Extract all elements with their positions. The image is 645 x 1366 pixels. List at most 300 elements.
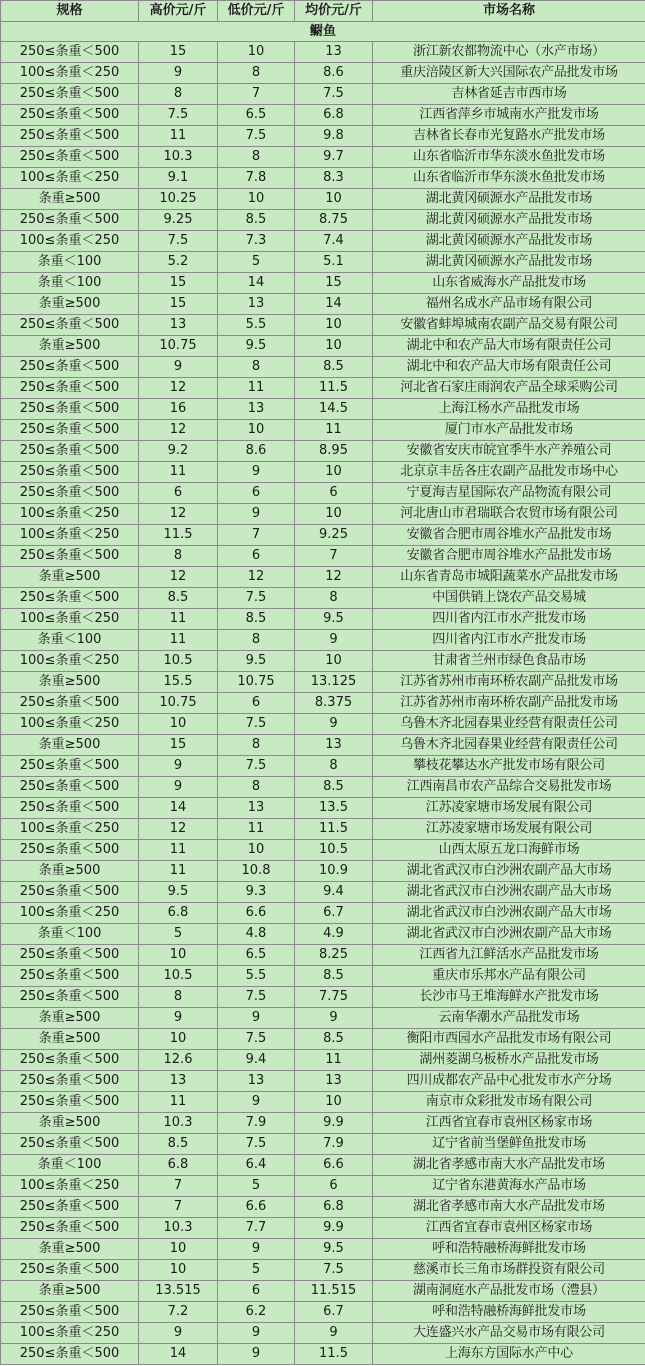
cell-high-price: 7 — [139, 1197, 218, 1218]
table-row — [1, 756, 645, 777]
cell-market: 江苏凌家塘市场发展有限公司 — [373, 819, 645, 840]
table-row — [1, 1113, 645, 1134]
cell-spec: 250≤条重＜500 — [1, 693, 139, 714]
cell-low-price: 7.5 — [218, 588, 295, 609]
cell-high-price: 10.5 — [139, 651, 218, 672]
cell-spec: 条重≥500 — [1, 336, 139, 357]
table-row — [1, 735, 645, 756]
table-row — [1, 1302, 645, 1323]
header-low-price: 低价元/斤 — [218, 1, 295, 22]
cell-market: 辽宁省前当堡鲜鱼批发市场 — [373, 1134, 645, 1155]
cell-low-price: 10 — [218, 840, 295, 861]
cell-market: 湖北中和农产品大市场有限责任公司 — [373, 336, 645, 357]
cell-low-price: 9.5 — [218, 651, 295, 672]
cell-low-price: 9 — [218, 1239, 295, 1260]
cell-market: 湖州菱湖乌板桥水产品批发市场 — [373, 1050, 645, 1071]
cell-avg-price: 12 — [295, 567, 373, 588]
cell-market: 湖北省武汉市白沙洲农副产品大市场 — [373, 924, 645, 945]
cell-avg-price: 6.6 — [295, 1155, 373, 1176]
cell-spec: 条重≥500 — [1, 1281, 139, 1302]
cell-avg-price: 13.125 — [295, 672, 373, 693]
cell-spec: 250≤条重＜500 — [1, 462, 139, 483]
cell-low-price: 5 — [218, 1176, 295, 1197]
cell-market: 乌鲁木齐北园春果业经营有限责任公司 — [373, 735, 645, 756]
cell-low-price: 10 — [218, 420, 295, 441]
cell-high-price: 12 — [139, 504, 218, 525]
cell-avg-price: 9.8 — [295, 126, 373, 147]
cell-low-price: 5 — [218, 1260, 295, 1281]
table-row — [1, 294, 645, 315]
header-market: 市场名称 — [373, 1, 645, 22]
table-row — [1, 189, 645, 210]
cell-avg-price: 5.1 — [295, 252, 373, 273]
table-row — [1, 168, 645, 189]
cell-market: 湖南洞庭水产品批发市场（澧县） — [373, 1281, 645, 1302]
cell-low-price: 11 — [218, 378, 295, 399]
cell-spec: 250≤条重＜500 — [1, 1302, 139, 1323]
cell-spec: 250≤条重＜500 — [1, 105, 139, 126]
cell-high-price: 11 — [139, 630, 218, 651]
cell-high-price: 15 — [139, 294, 218, 315]
table-row — [1, 861, 645, 882]
table-row — [1, 1218, 645, 1239]
cell-spec: 250≤条重＜500 — [1, 588, 139, 609]
cell-high-price: 9 — [139, 1323, 218, 1344]
cell-avg-price: 8.375 — [295, 693, 373, 714]
table-row — [1, 126, 645, 147]
cell-high-price: 14 — [139, 1344, 218, 1365]
table-row — [1, 987, 645, 1008]
cell-avg-price: 8 — [295, 588, 373, 609]
cell-high-price: 16 — [139, 399, 218, 420]
cell-low-price: 6.2 — [218, 1302, 295, 1323]
cell-high-price: 10.3 — [139, 1218, 218, 1239]
cell-low-price: 6 — [218, 546, 295, 567]
cell-market: 辽宁省东港黄海水产品市场 — [373, 1176, 645, 1197]
cell-avg-price: 8.5 — [295, 357, 373, 378]
cell-spec: 250≤条重＜500 — [1, 987, 139, 1008]
cell-avg-price: 11 — [295, 1050, 373, 1071]
table-row — [1, 357, 645, 378]
cell-high-price: 9.1 — [139, 168, 218, 189]
cell-avg-price: 6.8 — [295, 105, 373, 126]
cell-low-price: 10.8 — [218, 861, 295, 882]
cell-market: 河北唐山市君瑞联合农贸市场有限公司 — [373, 504, 645, 525]
cell-market: 福州名成水产品市场有限公司 — [373, 294, 645, 315]
cell-spec: 250≤条重＜500 — [1, 1344, 139, 1365]
cell-high-price: 11.5 — [139, 525, 218, 546]
cell-low-price: 7.7 — [218, 1218, 295, 1239]
cell-spec: 条重≥500 — [1, 1113, 139, 1134]
cell-spec: 250≤条重＜500 — [1, 378, 139, 399]
table-row — [1, 252, 645, 273]
cell-high-price: 13.515 — [139, 1281, 218, 1302]
cell-low-price: 8 — [218, 63, 295, 84]
cell-spec: 250≤条重＜500 — [1, 1197, 139, 1218]
cell-high-price: 8.5 — [139, 1134, 218, 1155]
cell-spec: 100≤条重＜250 — [1, 231, 139, 252]
cell-low-price: 9 — [218, 1323, 295, 1344]
cell-low-price: 8 — [218, 147, 295, 168]
cell-high-price: 13 — [139, 315, 218, 336]
table-row — [1, 1323, 645, 1344]
cell-market: 四川成都农产品中心批发市水产分场 — [373, 1071, 645, 1092]
cell-spec: 250≤条重＜500 — [1, 1218, 139, 1239]
cell-market: 宁夏海吉星国际农产品物流有限公司 — [373, 483, 645, 504]
cell-spec: 250≤条重＜500 — [1, 315, 139, 336]
cell-high-price: 10.3 — [139, 147, 218, 168]
cell-low-price: 7.5 — [218, 126, 295, 147]
cell-spec: 250≤条重＜500 — [1, 966, 139, 987]
cell-avg-price: 6.8 — [295, 1197, 373, 1218]
table-row — [1, 1092, 645, 1113]
cell-avg-price: 7.5 — [295, 1260, 373, 1281]
cell-market: 江苏凌家塘市场发展有限公司 — [373, 798, 645, 819]
cell-low-price: 9 — [218, 1344, 295, 1365]
table-row — [1, 777, 645, 798]
cell-avg-price: 8.5 — [295, 966, 373, 987]
table-row — [1, 714, 645, 735]
cell-avg-price: 8.5 — [295, 1029, 373, 1050]
cell-low-price: 9 — [218, 462, 295, 483]
cell-spec: 100≤条重＜250 — [1, 1176, 139, 1197]
cell-market: 大连盛兴水产品交易市场有限公司 — [373, 1323, 645, 1344]
cell-spec: 条重≥500 — [1, 567, 139, 588]
cell-market: 云南华潮水产品批发市场 — [373, 1008, 645, 1029]
cell-avg-price: 10 — [295, 336, 373, 357]
cell-high-price: 8.5 — [139, 588, 218, 609]
cell-spec: 250≤条重＜500 — [1, 84, 139, 105]
cell-market: 湖北黄冈硕源水产品批发市场 — [373, 252, 645, 273]
cell-high-price: 8 — [139, 546, 218, 567]
cell-market: 山东省临沂市华东淡水鱼批发市场 — [373, 168, 645, 189]
cell-market: 湖北中和农产品大市场有限责任公司 — [373, 357, 645, 378]
cell-market: 湖北黄冈硕源水产品批发市场 — [373, 210, 645, 231]
cell-high-price: 5 — [139, 924, 218, 945]
table-row — [1, 1176, 645, 1197]
cell-market: 安徽省安庆市皖宜季牛水产养殖公司 — [373, 441, 645, 462]
cell-low-price: 8.6 — [218, 441, 295, 462]
cell-spec: 250≤条重＜500 — [1, 483, 139, 504]
table-row — [1, 1281, 645, 1302]
cell-market: 湖北省武汉市白沙洲农副产品大市场 — [373, 903, 645, 924]
cell-spec: 250≤条重＜500 — [1, 756, 139, 777]
table-row — [1, 945, 645, 966]
cell-avg-price: 9.9 — [295, 1218, 373, 1239]
cell-market: 吉林省延吉市西市场 — [373, 84, 645, 105]
table-row — [1, 567, 645, 588]
title-row — [1, 22, 645, 42]
cell-avg-price: 9.7 — [295, 147, 373, 168]
cell-low-price: 9.4 — [218, 1050, 295, 1071]
cell-high-price: 9 — [139, 756, 218, 777]
table-row — [1, 630, 645, 651]
cell-market: 上海江杨水产品批发市场 — [373, 399, 645, 420]
cell-spec: 250≤条重＜500 — [1, 1260, 139, 1281]
cell-avg-price: 8.3 — [295, 168, 373, 189]
table-row — [1, 882, 645, 903]
cell-low-price: 9 — [218, 1008, 295, 1029]
cell-low-price: 8.5 — [218, 210, 295, 231]
cell-spec: 条重＜100 — [1, 1155, 139, 1176]
cell-high-price: 11 — [139, 462, 218, 483]
cell-market: 南京市众彩批发市场有限公司 — [373, 1092, 645, 1113]
cell-spec: 100≤条重＜250 — [1, 525, 139, 546]
table-row — [1, 420, 645, 441]
cell-avg-price: 8.95 — [295, 441, 373, 462]
cell-spec: 100≤条重＜250 — [1, 714, 139, 735]
cell-high-price: 6 — [139, 483, 218, 504]
cell-market: 山西太原五龙口海鲜市场 — [373, 840, 645, 861]
cell-low-price: 13 — [218, 1071, 295, 1092]
header-high-price: 高价元/斤 — [139, 1, 218, 22]
cell-low-price: 7.5 — [218, 714, 295, 735]
cell-spec: 250≤条重＜500 — [1, 399, 139, 420]
cell-low-price: 6 — [218, 483, 295, 504]
cell-high-price: 15 — [139, 273, 218, 294]
table-row — [1, 798, 645, 819]
cell-spec: 条重≥500 — [1, 189, 139, 210]
cell-low-price: 6 — [218, 1281, 295, 1302]
cell-market: 吉林省长春市光复路水产批发市场 — [373, 126, 645, 147]
cell-avg-price: 10 — [295, 1092, 373, 1113]
cell-spec: 250≤条重＜500 — [1, 357, 139, 378]
cell-avg-price: 7.9 — [295, 1134, 373, 1155]
cell-spec: 100≤条重＜250 — [1, 1323, 139, 1344]
cell-avg-price: 10 — [295, 189, 373, 210]
cell-market: 安徽省蚌埠城南农副产品交易有限公司 — [373, 315, 645, 336]
cell-market: 甘肃省兰州市绿色食品市场 — [373, 651, 645, 672]
cell-low-price: 14 — [218, 273, 295, 294]
cell-market: 湖北省武汉市白沙洲农副产品大市场 — [373, 882, 645, 903]
cell-spec: 100≤条重＜250 — [1, 651, 139, 672]
cell-market: 呼和浩特融桥海鲜批发市场 — [373, 1239, 645, 1260]
cell-market: 中国供销上饶农产品交易城 — [373, 588, 645, 609]
cell-low-price: 7 — [218, 84, 295, 105]
table-row — [1, 1197, 645, 1218]
table-row — [1, 105, 645, 126]
cell-market: 河北省石家庄雨润农产品全球采购公司 — [373, 378, 645, 399]
cell-market: 浙江新农都物流中心（水产市场） — [373, 42, 645, 63]
cell-market: 江西省萍乡市城南水产批发市场 — [373, 105, 645, 126]
cell-spec: 250≤条重＜500 — [1, 126, 139, 147]
cell-high-price: 9 — [139, 63, 218, 84]
cell-high-price: 12.6 — [139, 1050, 218, 1071]
cell-avg-price: 6 — [295, 483, 373, 504]
table-row — [1, 651, 645, 672]
cell-low-price: 8 — [218, 630, 295, 651]
cell-avg-price: 9 — [295, 630, 373, 651]
cell-market: 慈溪市长三角市场群投资有限公司 — [373, 1260, 645, 1281]
cell-high-price: 10.75 — [139, 336, 218, 357]
cell-market: 安徽省合肥市周谷堆水产品批发市场 — [373, 546, 645, 567]
cell-spec: 250≤条重＜500 — [1, 840, 139, 861]
cell-avg-price: 14.5 — [295, 399, 373, 420]
cell-market: 湖北黄冈硕源水产品批发市场 — [373, 189, 645, 210]
cell-low-price: 6.6 — [218, 903, 295, 924]
cell-avg-price: 9 — [295, 1323, 373, 1344]
cell-low-price: 10 — [218, 189, 295, 210]
cell-market: 四川省内江市水产批发市场 — [373, 630, 645, 651]
cell-low-price: 9.5 — [218, 336, 295, 357]
table-row — [1, 462, 645, 483]
cell-avg-price: 11.5 — [295, 819, 373, 840]
cell-high-price: 10 — [139, 1260, 218, 1281]
table-row — [1, 1071, 645, 1092]
cell-avg-price: 11.5 — [295, 1344, 373, 1365]
cell-spec: 条重≥500 — [1, 294, 139, 315]
cell-market: 上海东方国际水产中心 — [373, 1344, 645, 1365]
cell-high-price: 10 — [139, 1239, 218, 1260]
header-avg-price: 均价元/斤 — [295, 1, 373, 22]
cell-high-price: 9 — [139, 357, 218, 378]
cell-spec: 250≤条重＜500 — [1, 1134, 139, 1155]
cell-market: 山东省威海水产品批发市场 — [373, 273, 645, 294]
cell-high-price: 11 — [139, 861, 218, 882]
cell-spec: 条重＜100 — [1, 273, 139, 294]
cell-high-price: 14 — [139, 798, 218, 819]
cell-market: 山东省临沂市华东淡水鱼批发市场 — [373, 147, 645, 168]
header-spec: 规格 — [1, 1, 139, 22]
cell-avg-price: 9 — [295, 1008, 373, 1029]
table-row — [1, 483, 645, 504]
cell-low-price: 7.9 — [218, 1113, 295, 1134]
cell-low-price: 5 — [218, 252, 295, 273]
table-row — [1, 1008, 645, 1029]
cell-spec: 250≤条重＜500 — [1, 546, 139, 567]
cell-spec: 250≤条重＜500 — [1, 945, 139, 966]
cell-spec: 条重≥500 — [1, 861, 139, 882]
cell-low-price: 5.5 — [218, 315, 295, 336]
cell-market: 厦门市水产品批发市场 — [373, 420, 645, 441]
cell-low-price: 7.5 — [218, 1029, 295, 1050]
cell-market: 山东省青岛市城阳蔬菜水产品批发市场 — [373, 567, 645, 588]
cell-low-price: 8 — [218, 777, 295, 798]
table-row — [1, 210, 645, 231]
cell-market: 湖北省孝感市南大水产品批发市场 — [373, 1155, 645, 1176]
table-row — [1, 231, 645, 252]
cell-spec: 250≤条重＜500 — [1, 420, 139, 441]
cell-avg-price: 8.75 — [295, 210, 373, 231]
cell-avg-price: 10.5 — [295, 840, 373, 861]
cell-low-price: 10.75 — [218, 672, 295, 693]
cell-avg-price: 9.5 — [295, 1239, 373, 1260]
cell-avg-price: 6.7 — [295, 903, 373, 924]
cell-high-price: 6.8 — [139, 1155, 218, 1176]
cell-high-price: 10.3 — [139, 1113, 218, 1134]
cell-spec: 250≤条重＜500 — [1, 1071, 139, 1092]
table-row — [1, 336, 645, 357]
table-row — [1, 1344, 645, 1365]
table-row — [1, 63, 645, 84]
cell-low-price: 5.5 — [218, 966, 295, 987]
cell-low-price: 13 — [218, 399, 295, 420]
cell-low-price: 8 — [218, 735, 295, 756]
cell-spec: 条重≥500 — [1, 672, 139, 693]
cell-high-price: 12 — [139, 378, 218, 399]
cell-market: 江西省宜春市袁州区杨家市场 — [373, 1218, 645, 1239]
cell-low-price: 7 — [218, 525, 295, 546]
cell-low-price: 7.5 — [218, 987, 295, 1008]
cell-spec: 250≤条重＜500 — [1, 882, 139, 903]
cell-market: 北京京丰岳各庄农副产品批发市场中心 — [373, 462, 645, 483]
cell-spec: 250≤条重＜500 — [1, 777, 139, 798]
cell-avg-price: 9.5 — [295, 609, 373, 630]
cell-avg-price: 6.7 — [295, 1302, 373, 1323]
cell-avg-price: 7.5 — [295, 84, 373, 105]
cell-high-price: 6.8 — [139, 903, 218, 924]
cell-high-price: 5.2 — [139, 252, 218, 273]
table-row — [1, 693, 645, 714]
cell-high-price: 13 — [139, 1071, 218, 1092]
cell-avg-price: 8.6 — [295, 63, 373, 84]
cell-spec: 100≤条重＜250 — [1, 903, 139, 924]
cell-spec: 250≤条重＜500 — [1, 798, 139, 819]
cell-high-price: 11 — [139, 126, 218, 147]
sheet-title: 鳚鱼 — [1, 22, 645, 42]
cell-avg-price: 13 — [295, 1071, 373, 1092]
table-row — [1, 399, 645, 420]
cell-low-price: 13 — [218, 294, 295, 315]
cell-spec: 100≤条重＜250 — [1, 63, 139, 84]
cell-avg-price: 7 — [295, 546, 373, 567]
cell-avg-price: 9.4 — [295, 882, 373, 903]
cell-spec: 250≤条重＜500 — [1, 42, 139, 63]
cell-market: 江苏省苏州市南环桥农副产品批发市场 — [373, 672, 645, 693]
table-row — [1, 504, 645, 525]
cell-low-price: 4.8 — [218, 924, 295, 945]
cell-high-price: 7.5 — [139, 231, 218, 252]
table-row — [1, 819, 645, 840]
cell-spec: 条重≥500 — [1, 1239, 139, 1260]
cell-spec: 条重≥500 — [1, 1008, 139, 1029]
cell-low-price: 7.3 — [218, 231, 295, 252]
table-row — [1, 273, 645, 294]
cell-high-price: 10.5 — [139, 966, 218, 987]
table-row — [1, 1029, 645, 1050]
cell-high-price: 11 — [139, 1092, 218, 1113]
table-row — [1, 42, 645, 63]
cell-low-price: 13 — [218, 798, 295, 819]
cell-high-price: 15 — [139, 735, 218, 756]
cell-avg-price: 6 — [295, 1176, 373, 1197]
table-row — [1, 441, 645, 462]
table-row — [1, 84, 645, 105]
cell-avg-price: 10 — [295, 462, 373, 483]
cell-market: 江西南昌市农产品综合交易批发市场 — [373, 777, 645, 798]
cell-high-price: 15 — [139, 42, 218, 63]
table-row — [1, 672, 645, 693]
cell-low-price: 7.5 — [218, 1134, 295, 1155]
cell-spec: 250≤条重＜500 — [1, 147, 139, 168]
cell-low-price: 6 — [218, 693, 295, 714]
cell-avg-price: 9 — [295, 714, 373, 735]
cell-avg-price: 8 — [295, 756, 373, 777]
cell-low-price: 12 — [218, 567, 295, 588]
cell-spec: 100≤条重＜250 — [1, 819, 139, 840]
cell-low-price: 9 — [218, 504, 295, 525]
table-row — [1, 1155, 645, 1176]
table-row — [1, 378, 645, 399]
cell-high-price: 10.75 — [139, 693, 218, 714]
cell-market: 呼和浩特融桥海鲜批发市场 — [373, 1302, 645, 1323]
cell-avg-price: 8.25 — [295, 945, 373, 966]
cell-low-price: 11 — [218, 819, 295, 840]
table-row — [1, 924, 645, 945]
table-row — [1, 147, 645, 168]
cell-avg-price: 10 — [295, 651, 373, 672]
cell-avg-price: 10 — [295, 504, 373, 525]
